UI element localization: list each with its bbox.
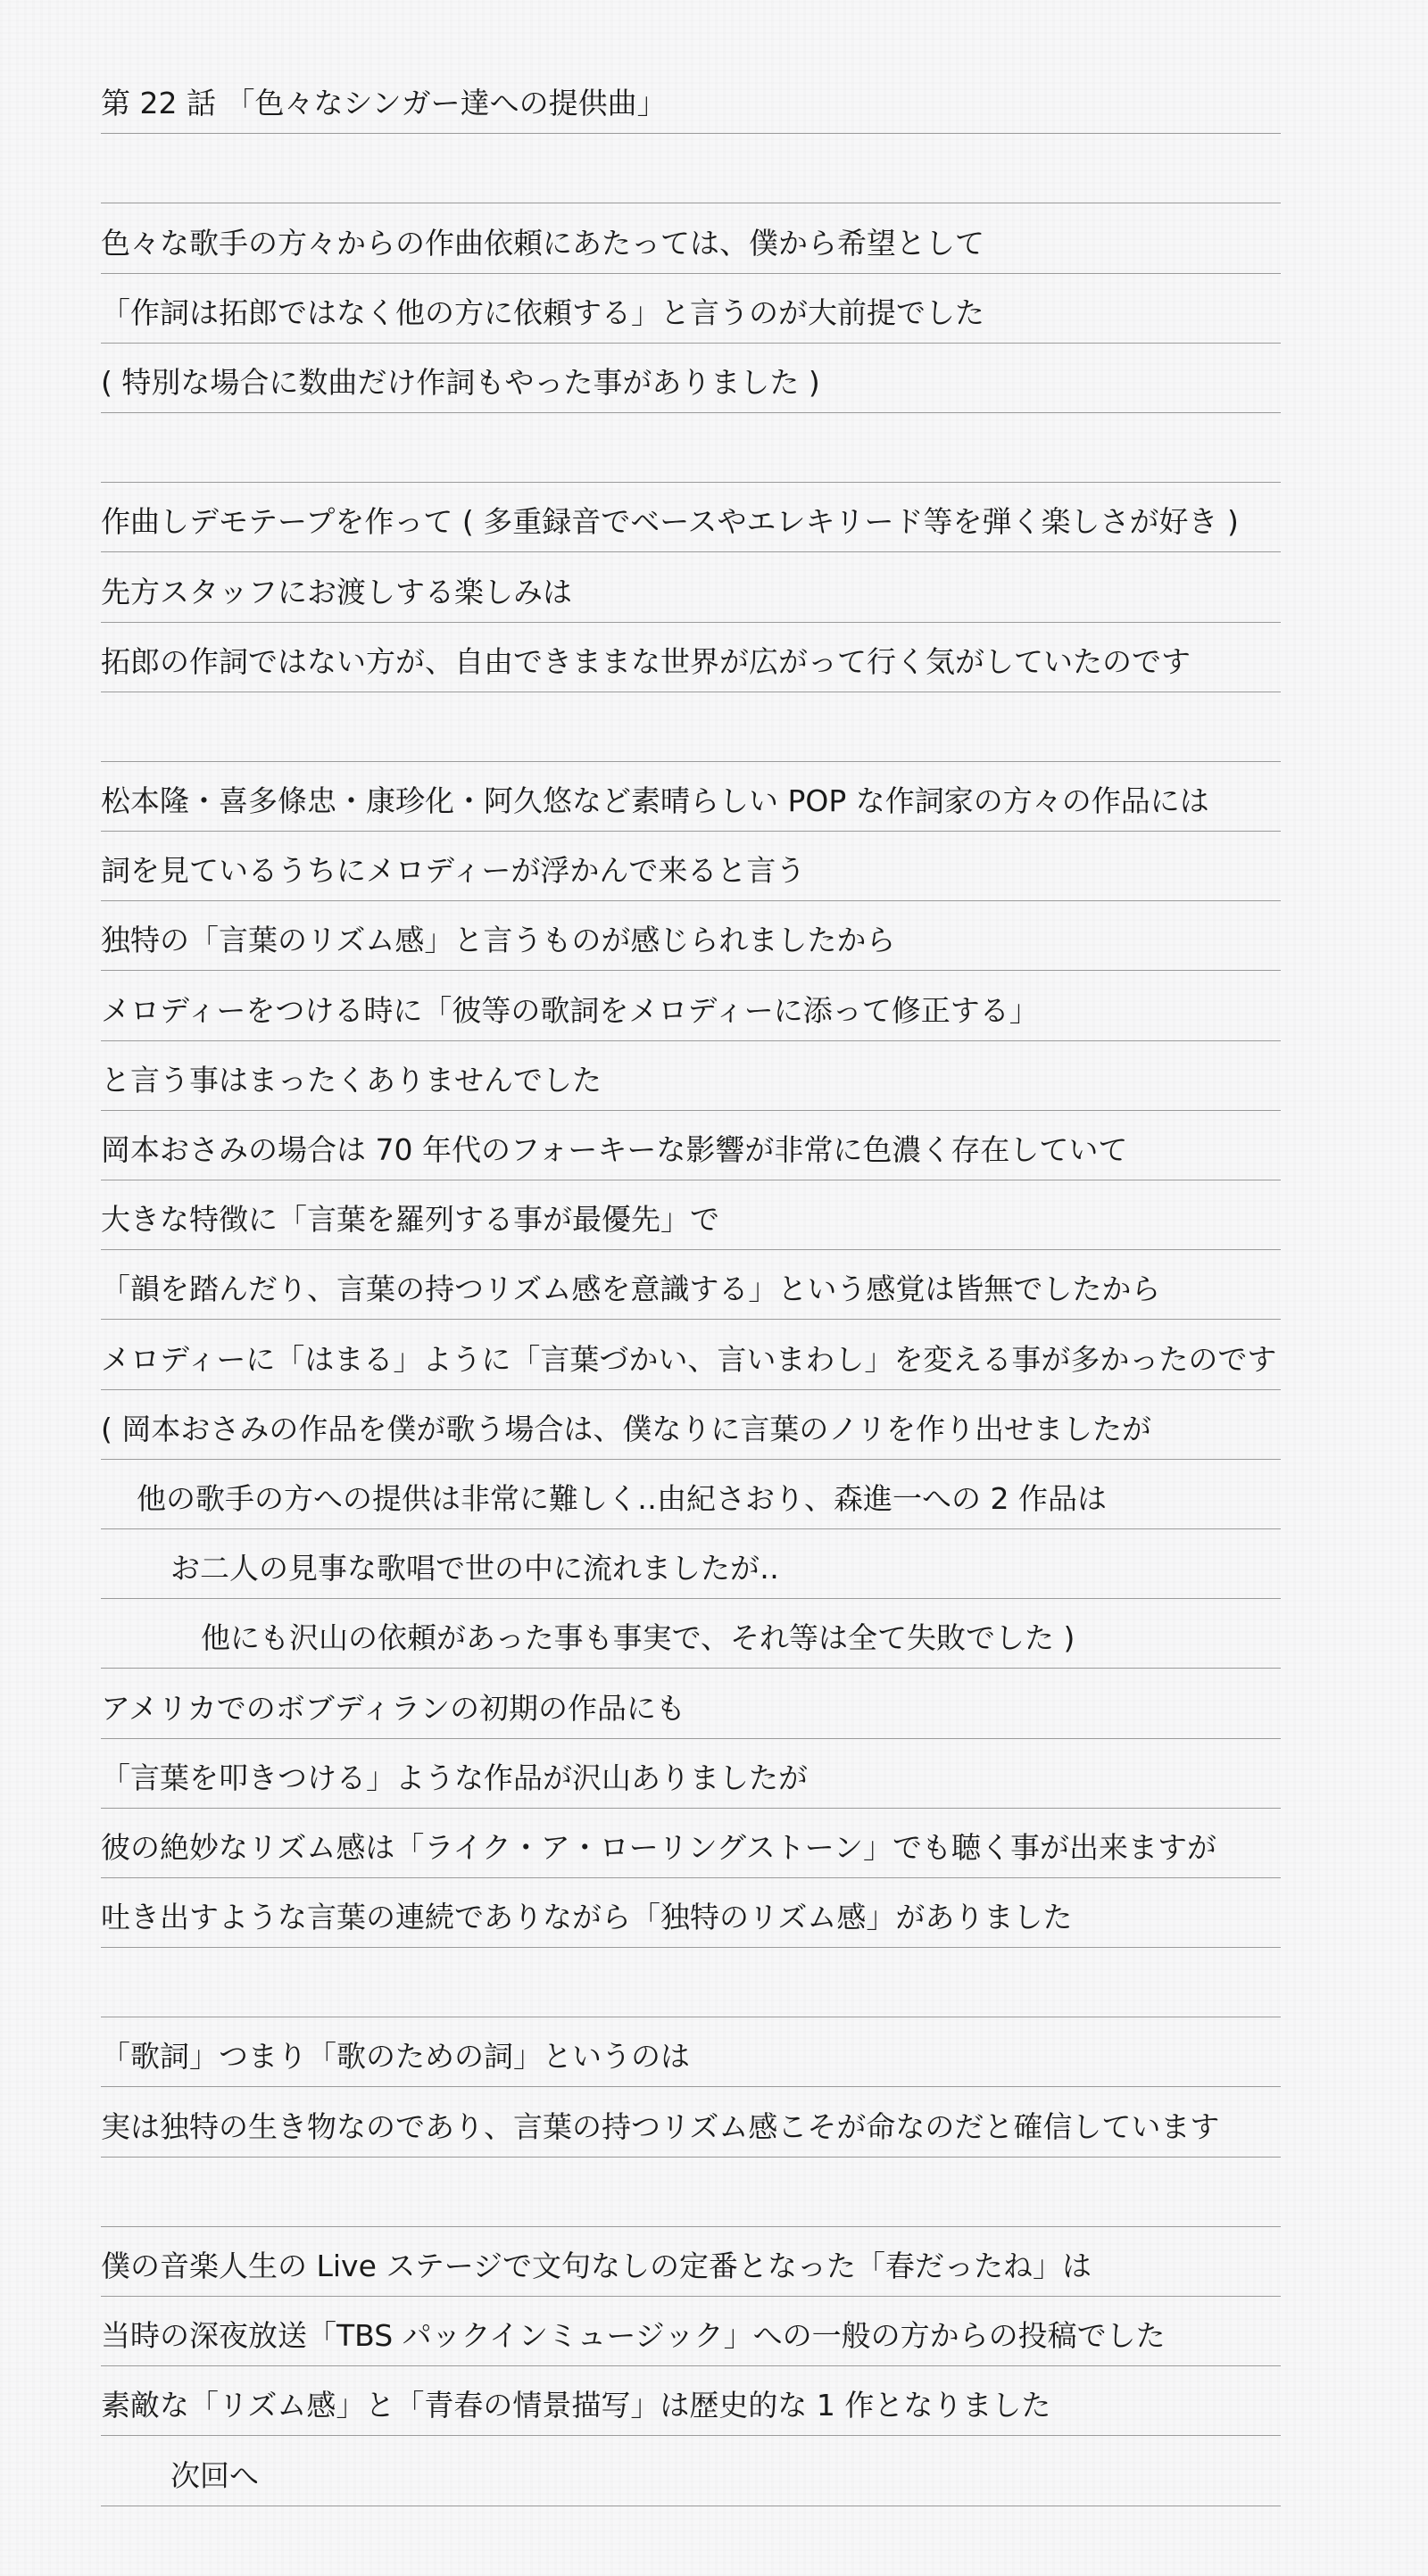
blank-line: [101, 1948, 1281, 2017]
blank-line: [101, 692, 1281, 762]
text-line: メロディーに「はまる」ように「言葉づかい、言いまわし」を変える事が多かったのです: [101, 1320, 1281, 1389]
text-line: 色々な歌手の方々からの作曲依頼にあたっては、僕から希望として: [101, 203, 1281, 273]
text-line: 「韻を踏んだり、言葉の持つリズム感を意識する」という感覚は皆無でしたから: [101, 1250, 1281, 1320]
text-line: 「言葉を叩きつける」ような作品が沢山ありましたが: [101, 1739, 1281, 1809]
text-line: 作曲しデモテープを作って ( 多重録音でベースやエレキリード等を弾く楽しさが好き ): [101, 483, 1281, 552]
blank-line: [101, 413, 1281, 483]
lined-text: [101, 64, 1281, 2506]
text-line: 松本隆・喜多條忠・康珍化・阿久悠など素晴らしい POP な作詞家の方々の作品には: [101, 762, 1281, 832]
text-line: 吐き出すような言葉の連続でありながら「独特のリズム感」がありました: [101, 1878, 1281, 1948]
text-line: 僕の音楽人生の Live ステージで文句なしの定番となった「春だったね」は: [101, 2227, 1281, 2297]
text-line: 先方スタッフにお渡しする楽しみは: [101, 552, 1281, 622]
text-line: 実は独特の生き物なのであり、言葉の持つリズム感こそが命なのだと確信しています: [101, 2087, 1281, 2157]
text-line: メロディーをつける時に「彼等の歌詞をメロディーに添って修正する」: [101, 971, 1281, 1040]
text-line: 素敵な「リズム感」と「青春の情景描写」は歴史的な 1 作となりました: [101, 2366, 1281, 2436]
text-line: 大きな特徴に「言葉を羅列する事が最優先」で: [101, 1180, 1281, 1250]
chapter-title: 第 22 話 「色々なシンガー達への提供曲」: [101, 64, 1281, 134]
next-episode-text: 次回へ: [101, 2436, 1281, 2506]
text-line: 「歌詞」つまり「歌のための詞」というのは: [101, 2017, 1281, 2087]
text-line: ( 特別な場合に数曲だけ作詞もやった事がありました ): [101, 344, 1281, 413]
text-line: 「作詞は拓郎ではなく他の方に依頼する」と言うのが大前提でした: [101, 274, 1281, 344]
text-line: 当時の深夜放送「TBS パックインミュージック」への一般の方からの投稿でした: [101, 2297, 1281, 2366]
text-line: 拓郎の作詞ではない方が、自由できままな世界が広がって行く気がしていたのです: [101, 623, 1281, 692]
text-line: アメリカでのボブディランの初期の作品にも: [101, 1669, 1281, 1738]
text-line: 独特の「言葉のリズム感」と言うものが感じられましたから: [101, 901, 1281, 971]
text-line: 彼の絶妙なリズム感は「ライク・ア・ローリングストーン」でも聴く事が出来ますが: [101, 1809, 1281, 1878]
blank-line: [101, 134, 1281, 203]
blank-line: [101, 2158, 1281, 2227]
text-line: ( 岡本おさみの作品を僕が歌う場合は、僕なりに言葉のノリを作り出せましたが: [101, 1390, 1281, 1460]
text-line: と言う事はまったくありませんでした: [101, 1041, 1281, 1111]
text-line-indented: 他にも沢山の依頼があった事も事実で、それ等は全て失敗でした ): [101, 1599, 1281, 1669]
text-line-indented: 他の歌手の方への提供は非常に難しく‥由紀さおり、森進一への 2 作品は: [101, 1460, 1281, 1529]
text-line-indented: お二人の見事な歌唱で世の中に流れましたが‥: [101, 1529, 1281, 1599]
text-line: 詞を見ているうちにメロディーが浮かんで来ると言う: [101, 832, 1281, 901]
text-line: 岡本おさみの場合は 70 年代のフォーキーな影響が非常に色濃く存在していて: [101, 1111, 1281, 1180]
